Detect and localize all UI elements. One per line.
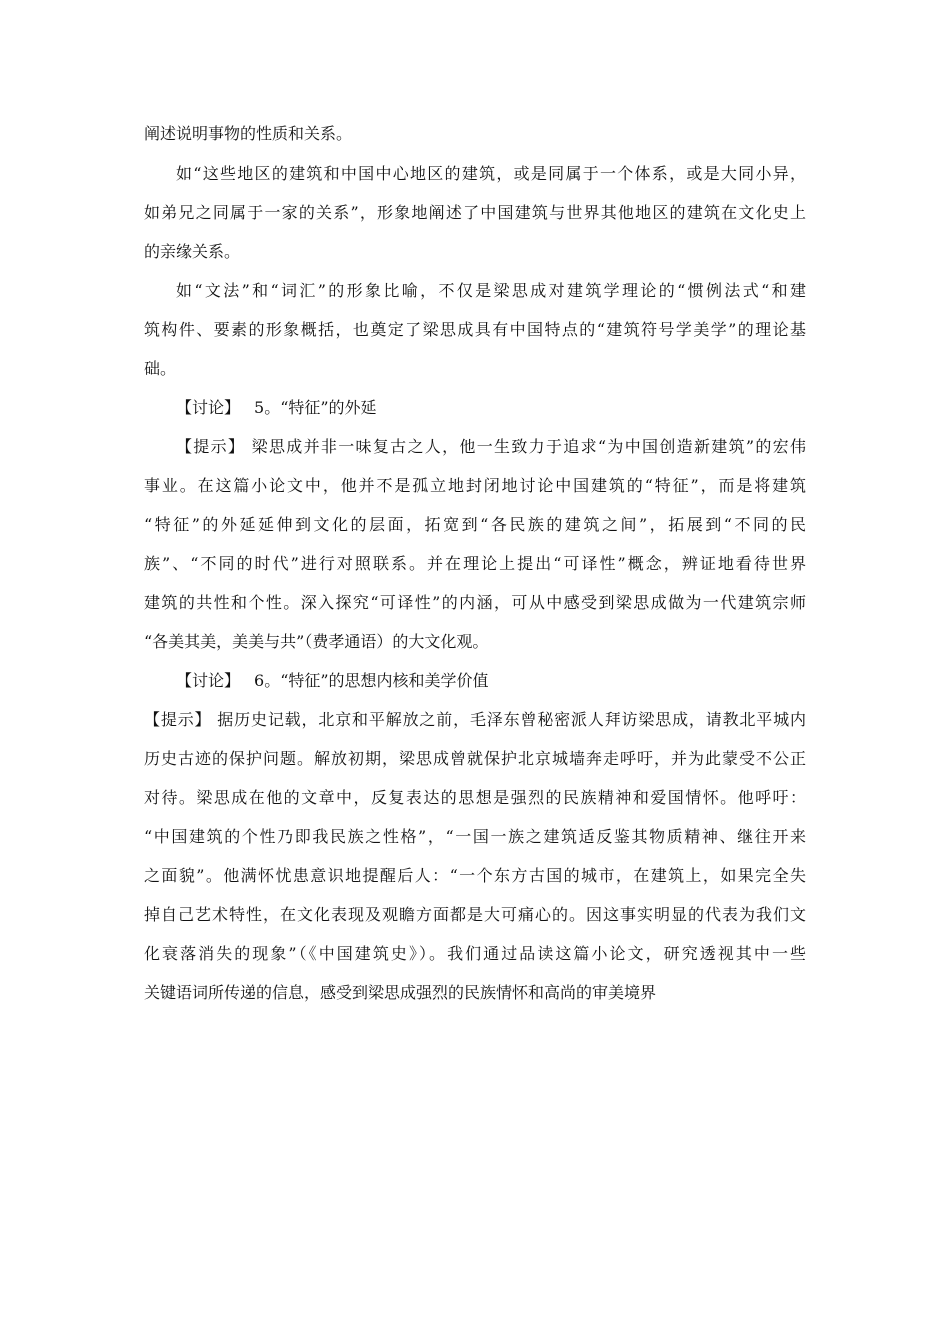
paragraph-line: 建筑的共性和个性。深入探究“可译性”的内涵，可从中感受到梁思成做为一代建筑宗师: [144, 593, 806, 612]
discussion-label: 【讨论】: [176, 398, 241, 417]
paragraph-line: 事业。在这篇小论文中，他并不是孤立地封闭地讨论中国建筑的“特征”，而是将建筑: [144, 476, 806, 495]
paragraph-line: “各美其美，美美与共”（费孝通语）的大文化观。: [144, 632, 489, 651]
paragraph-line: 如“文法”和“词汇”的形象比喻，不仅是梁思成对建筑学理论的“惯例法式“和建: [176, 281, 806, 300]
paragraph-line: 如弟兄之同属于一家的关系”，形象地阐述了中国建筑与世界其他地区的建筑在文化史上: [144, 203, 806, 222]
paragraph-line: 关键语词所传递的信息，感受到梁思成强烈的民族情怀和高尚的审美境界: [144, 983, 657, 1002]
paragraph-line: 历史古迹的保护问题。解放初期，梁思成曾就保护北京城墙奔走呼吁，并为此蒙受不公正: [144, 749, 806, 768]
paragraph-line: “特征”的外延延伸到文化的层面，拓宽到“各民族的建筑之间”，拓展到“不同的民: [144, 515, 806, 534]
paragraph-line: 【提示】 梁思成并非一味复古之人，他一生致力于追求“为中国创造新建筑”的宏伟: [176, 437, 806, 456]
paragraph-line: 础。: [144, 359, 177, 378]
paragraph-line: 阐述说明事物的性质和关系。: [144, 124, 353, 143]
discussion-title: 5。“特征”的外延: [254, 398, 377, 417]
paragraph-line: 的亲缘关系。: [144, 242, 241, 261]
discussion-heading: [176, 398, 806, 418]
paragraph-line: 如“这些地区的建筑和中国中心地区的建筑，或是同属于一个体系，或是大同小异，: [176, 164, 806, 183]
discussion-heading: [176, 671, 806, 691]
paragraph-line: “中国建筑的个性乃即我民族之性格”，“一国一族之建筑适反鉴其物质精神、继往开来: [144, 827, 806, 846]
paragraph-line: 对待。梁思成在他的文章中，反复表达的思想是强烈的民族精神和爱国情怀。他呼吁：: [144, 788, 806, 807]
paragraph-line: 之面貌”。他满怀忧患意识地提醒后人：“一个东方古国的城市，在建筑上，如果完全失: [144, 866, 806, 885]
discussion-label: 【讨论】: [176, 671, 241, 690]
paragraph-line: 筑构件、要素的形象概括，也奠定了梁思成具有中国特点的“建筑符号学美学”的理论基: [144, 320, 806, 339]
paragraph-line: 【提示】 据历史记载，北京和平解放之前，毛泽东曾秘密派人拜访梁思成，请教北平城内: [144, 710, 806, 729]
discussion-title: 6。“特征”的思想内核和美学价值: [254, 671, 489, 690]
paragraph-line: 族”、“不同的时代”进行对照联系。并在理论上提出“可译性”概念，辨证地看待世界: [144, 554, 806, 573]
paragraph-line: 掉自己艺术特性，在文化表现及观瞻方面都是大可痛心的。因这事实明显的代表为我们文: [144, 905, 806, 924]
paragraph-line: 化衰落消失的现象”（《中国建筑史》）。我们通过品读这篇小论文，研究透视其中一些: [144, 944, 806, 963]
